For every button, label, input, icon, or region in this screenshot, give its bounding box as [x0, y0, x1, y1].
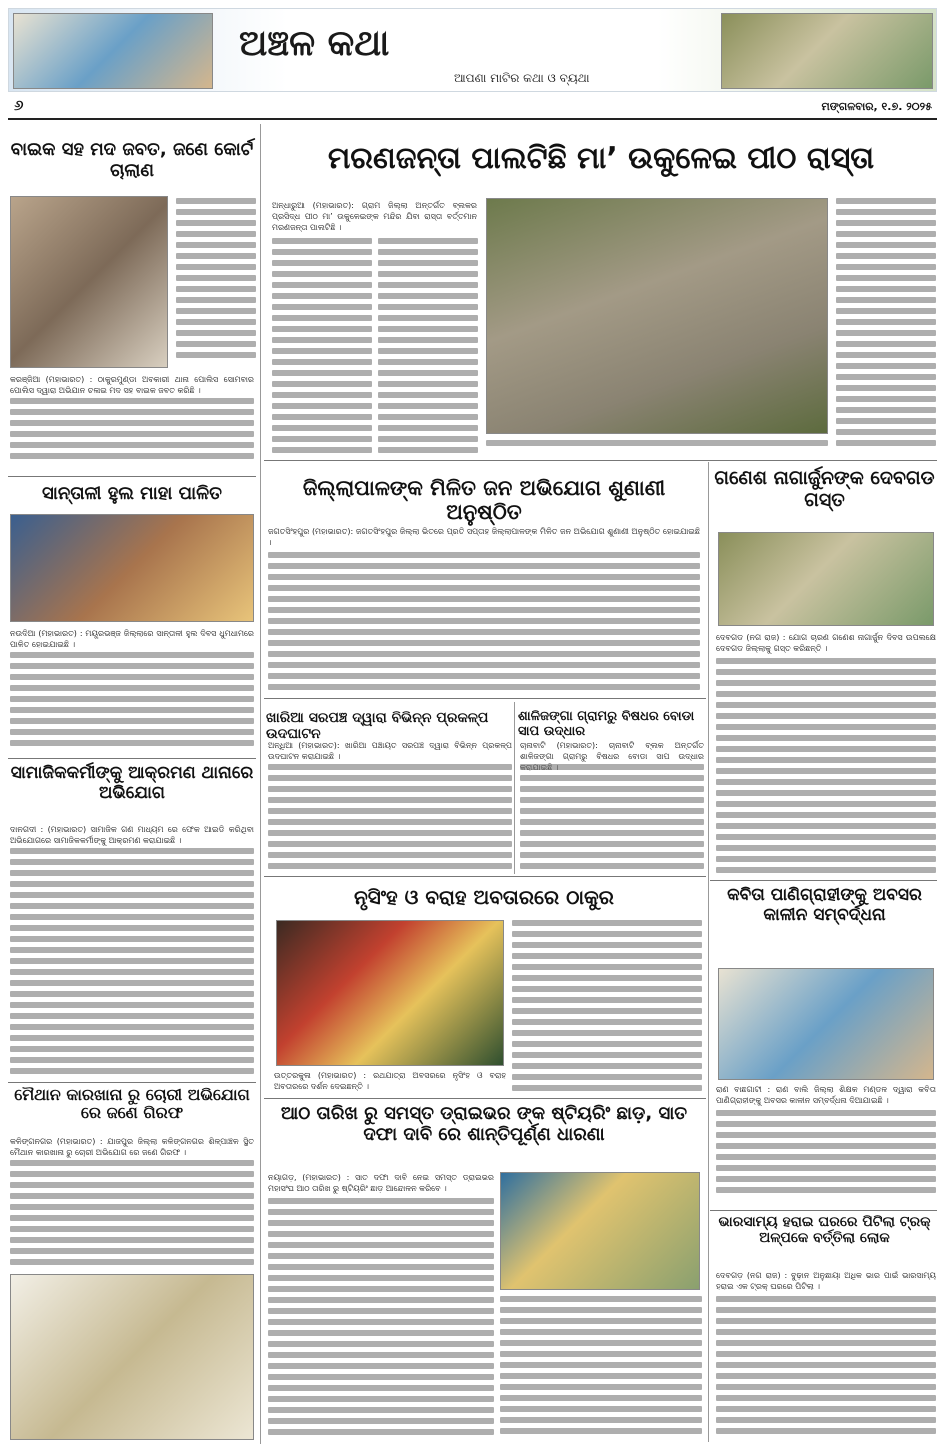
- headline-santali-hul: ସାନ୍ତାଳୀ ହୁଲ ମାହା ପାଳିତ: [42, 483, 222, 504]
- headline-kabita-panigrahi: କବିତା ପାଣିଗ୍ରାହୀଙ୍କୁ ଅବସର କାଳୀନ ସମ୍ବର୍ଦ୍ଧନା: [727, 885, 922, 925]
- body-main-road-col1: [272, 238, 372, 453]
- body-kharia-sarpanch: ଅନ୍ଧିଆ (ମହାଭାରତ): ଖାରିଆ ପଞ୍ଚାୟତ ସରପଞ୍ଚ ଦ୍ୱାରା ବିଭିନ୍ନ ପ୍ରକଳ୍ପ ଉଦଘାଟନ କରାଯାଇଛି ।: [268, 741, 512, 761]
- body-main-road-col4: [836, 198, 936, 454]
- body-shalijanga-snake-cont: [520, 764, 704, 872]
- body-nrusingha-baraha-cont: [512, 920, 702, 1094]
- column-divider-left: [260, 124, 261, 1444]
- divider: [8, 476, 256, 477]
- body-ganesh-nagarjun: ଦେବଗଡ (ନଗ ରାଜ) : ଯୋଗ ଚାରଣ ଗଣେଶ ନାଗାର୍ଜୁନ ଦିବସ ଉପଲକ୍ଷେ ଦେବଗଡ ଜିଲ୍ଲାକୁ ଗସ୍ତ କରିଛନ୍ତି ।: [716, 633, 936, 653]
- body-main-road: ଅନ୍ଧାରୁଆ (ମହାଭାରତ): ଗ୍ରାମ ଜିଲ୍ଲା ଅନ୍ତର୍ଗତ ବ୍ଲକର ପ୍ରସିଦ୍ଧ ପୀଠ ମା’ ଉକୁଳେଇଙ୍କ ମନ୍ଦିର ଯିବା ରାସ୍ତା ବର୍ତ୍ତମାନ ମରଣଜନ୍ତା ପାଲଟିଛି ।: [272, 201, 477, 232]
- divider: [8, 758, 256, 759]
- body-ganesh-nagarjun-cont: [716, 658, 936, 876]
- body-santali-hul-cont: [10, 652, 254, 756]
- body-bike-seized: କରଞ୍ଜିଆ (ମହାଭାରତ) : ଠାକୁରମୁଣ୍ଡା ଅବକାରୀ ଥାନା ପୋଲିସ ସୋମବାର ପୋଲିସ ଦ୍ୱାରା ଅଭିଯାନ ଚଳାଇ ମଦ ସହ ବାଇକ ଜବତ କରିଛି ।: [10, 375, 254, 395]
- headline-collector-grievance: ଜିଲ୍ଲାପାଳଙ୍କ ମିଳିତ ଜନ ଅଭିଯୋଗ ଶୁଣାଣୀ ଅନୁଷ୍ଠିତ: [302, 476, 666, 525]
- body-main-road-below: [486, 440, 828, 454]
- body-kabita-panigrahi-cont: [716, 1110, 936, 1206]
- body-santali-hul: ନଉଦିଆ (ମହାଭାରତ) : ମୟୂରଭଞ୍ଜ ଜିଲ୍ଲାରେ ସାନ୍ତାଳୀ ହୁଲ ଦିବସ ଧୁମଧାମରେ ପାଳିତ ହୋଇଯାଇଛି ।: [10, 629, 254, 649]
- body-factory-theft: କଳିଙ୍ଗନଗର (ମହାଭାରତ) : ଯାଜପୁର ଜିଲ୍ଲା କଳିଙ୍ଗନଗର ଶିଳ୍ପାଞ୍ଚଳ ସ୍ଥିତ ମୈଥାନ କାରଖାନା ରୁ ଚୋରୀ ଅଭିଯୋଗ ରେ ଜଣେ ଗିରଫ ।: [10, 1137, 254, 1157]
- headline-social-worker: ସାମାଜିକକର୍ମୀଙ୍କୁ ଆକ୍ରମଣ ଥାନାରେ ଅଭିଯୋଗ: [10, 763, 254, 803]
- headline-factory-theft: ମୈଥାନ କାରଖାନା ରୁ ଚୋରୀ ଅଭିଯୋଗ ରେ ଜଣେ ଗିରଫ: [14, 1085, 250, 1123]
- body-kabita-panigrahi: ରାଣ ବାଛଗାଟୀ : ରାଣ ବାଲି ଜିଲ୍ଲା ଶିକ୍ଷକ ମଣ୍ଡଳ ଦ୍ୱାରା କବିତା ପାଣିଗ୍ରାହୀଙ୍କୁ ଅବସର କାଳୀନ ସମ୍ବର୍ଦ୍ଧନା ଦିଆଯାଇଛି ।: [716, 1085, 936, 1105]
- body-bike-seized-cont: [10, 398, 254, 468]
- body-shalijanga-snake: ଚାନାବାଟି (ମହାଭାରତ): ଚାନାବାଟି ବ୍ଲକ ଅନ୍ତର୍ଗତ ଶାଳିଜଙ୍ଗା ଗ୍ରାମରୁ ବିଷଧର ବୋଡା ସାପ ଉଦ୍ଧାର: [520, 741, 704, 761]
- photo-nrusingha-baraha: [276, 920, 504, 1066]
- headline-truck-accident: ଭାରସାମ୍ୟ ହରାଇ ଘରରେ ପିଟିଲା ଟ୍ରକ୍ ଅଳ୍ପକେ ବର୍ତ୍ତିଲା ଲୋକ: [718, 1214, 931, 1247]
- photo-bike-seized: [10, 196, 168, 368]
- body-truck-accident: ଦେବଗଡ଼ (ନଗ ରାଜ) : ବୁଢ଼ାନ ଅନୁଛାୟା ଅଧିକ ଭାର ପାଇଁ ଭାରସାମ୍ୟ ହରାଇ ଏକ ଟ୍ରକ୍ ଘରରେ ପିଟିଲା ।: [716, 1271, 936, 1291]
- masthead: [8, 8, 937, 92]
- headline-kharia-sarpanch: ଖାରିଆ ସରପଞ୍ଚ ଦ୍ୱାରା ବିଭିନ୍ନ ପ୍ରକଳ୍ପ ଉଦଘାଟନ: [266, 710, 489, 743]
- masthead-photo-field: [721, 13, 933, 89]
- divider: [264, 1098, 706, 1099]
- photo-drivers-strike: [500, 1172, 700, 1290]
- divider: [264, 876, 706, 877]
- column-divider-right: [708, 462, 709, 1442]
- divider: [710, 1210, 937, 1211]
- headline-drivers-strike: ଆଠ ତାରିଖ ରୁ ସମସ୍ତ ଡ୍ରାଇଭର ଙ୍କ ଷ୍ଟିୟରିଂ ଛାଡ଼, ସାତ ଦଫା ଦାବି ରେ ଶାନ୍ତିପୂର୍ଣ୍ଣ ଧାରଣା: [280, 1103, 688, 1145]
- photo-main-road: [486, 198, 828, 434]
- body-truck-accident-cont: [716, 1296, 936, 1438]
- body-drivers-strike: ନୟାଗଡ଼, (ମହାଭାରତ) : ସାତ ଦଫା ଦାବି ନେଇ ସମସ୍ତ ଡ୍ରାଇଭର ମହାସଂଘ ଆଠ ତାରିଖ ରୁ ଷ୍ଟିୟରିଂ ଛାଡ଼ ଆନ୍ଦୋଳନ କରିବେ ।: [268, 1173, 494, 1193]
- headline-bike-seized: ବାଇକ ସହ ମଦ ଜବତ, ଜଣେ କୋର୍ଟ ଚାଲାଣ: [10, 139, 254, 181]
- paper-tagline: ଆପଣା ମାଟିର କଥା ଓ ବ୍ୟଥା: [454, 71, 590, 85]
- body-nrusingha-baraha: ଉତ୍ତରକୁଳା (ମହାଭାରତ) : ରଥଯାତ୍ରା ଅବସରରେ ନୃସିଂହ ଓ ବରାହ ଅବତାରରେ ଦର୍ଶନ ଦେଇଛନ୍ତି ।: [274, 1071, 506, 1091]
- headline-main-road: ମରଣଜନ୍ତା ପାଲଟିଛି ମା’ ଉକୁଳେଇ ପୀଠ ରାସ୍ତା: [327, 141, 875, 176]
- divider: [710, 880, 937, 881]
- photo-santali-hul: [10, 514, 254, 622]
- body-drivers-strike-col1: [268, 1198, 494, 1438]
- left-column: [8, 124, 256, 1444]
- divider: [8, 1082, 256, 1083]
- body-kharia-sarpanch-cont: [268, 764, 512, 872]
- body-collector-grievance: ଜଗତସିଂହପୁର (ମହାଭାରତ): ଜଗତସିଂହପୁର ଜିଲ୍ଲା ଭିତରେ ପ୍ରତି ସପ୍ତାହ ଜିଲ୍ଲାପାଳଙ୍କ ମିଳିତ ଜନ ଅଭିଯୋଗ ଶୁଣାଣୀ ଅନୁଷ୍ଠିତ ହୋଇଯାଇଛି ।: [268, 527, 700, 547]
- body-social-worker-cont: [10, 848, 254, 1080]
- body-social-worker: ଦାନଗଦୀ : (ମହାଭାରତ) ସାମାଜିକ ଗଣ ମାଧ୍ୟମ ରେ ଫେକ ଆଇଡି କରିଥିବା ଅଭିଯୋଗରେ ସାମାଜିକକର୍ମୀଙ୍କୁ ଆକ୍ରମଣ କରାଯାଇଛି ।: [10, 825, 254, 845]
- page-number: ୬: [14, 96, 24, 114]
- divider: [264, 460, 937, 461]
- photo-kabita-panigrahi: [718, 968, 934, 1080]
- photo-factory-theft: [10, 1274, 254, 1440]
- headline-shalijanga-snake: ଶାଳିଜଙ୍ଗା ଗ୍ରାମରୁ ବିଷଧର ବୋଡା ସାପ ଉଦ୍ଧାର: [518, 709, 695, 739]
- divider: [514, 702, 515, 874]
- masthead-rule: [8, 118, 937, 120]
- body-collector-grievance-cont: [268, 552, 700, 694]
- body-bike-seized-side: [176, 198, 256, 370]
- divider: [264, 698, 706, 699]
- body-drivers-strike-col2: [500, 1296, 702, 1438]
- issue-date: ମଙ୍ଗଳବାର, ୧.୭. ୨୦୨୫: [821, 100, 932, 113]
- headline-nrusingha-baraha: ନୃସିଂହ ଓ ବରାହ ଅବତାରରେ ଠାକୁର: [354, 885, 614, 909]
- body-main-road-col2: [378, 238, 478, 453]
- body-factory-theft-cont: [10, 1160, 254, 1270]
- masthead-photo-children: [13, 13, 213, 89]
- photo-ganesh-nagarjun: [718, 532, 934, 626]
- paper-title: ଅଞ୍ଚଳ କଥା: [239, 23, 390, 64]
- headline-ganesh-nagarjun: ଗଣେଶ ନାଗାର୍ଜୁନଙ୍କ ଦେବଗଡ ଗସ୍ତ: [714, 467, 935, 511]
